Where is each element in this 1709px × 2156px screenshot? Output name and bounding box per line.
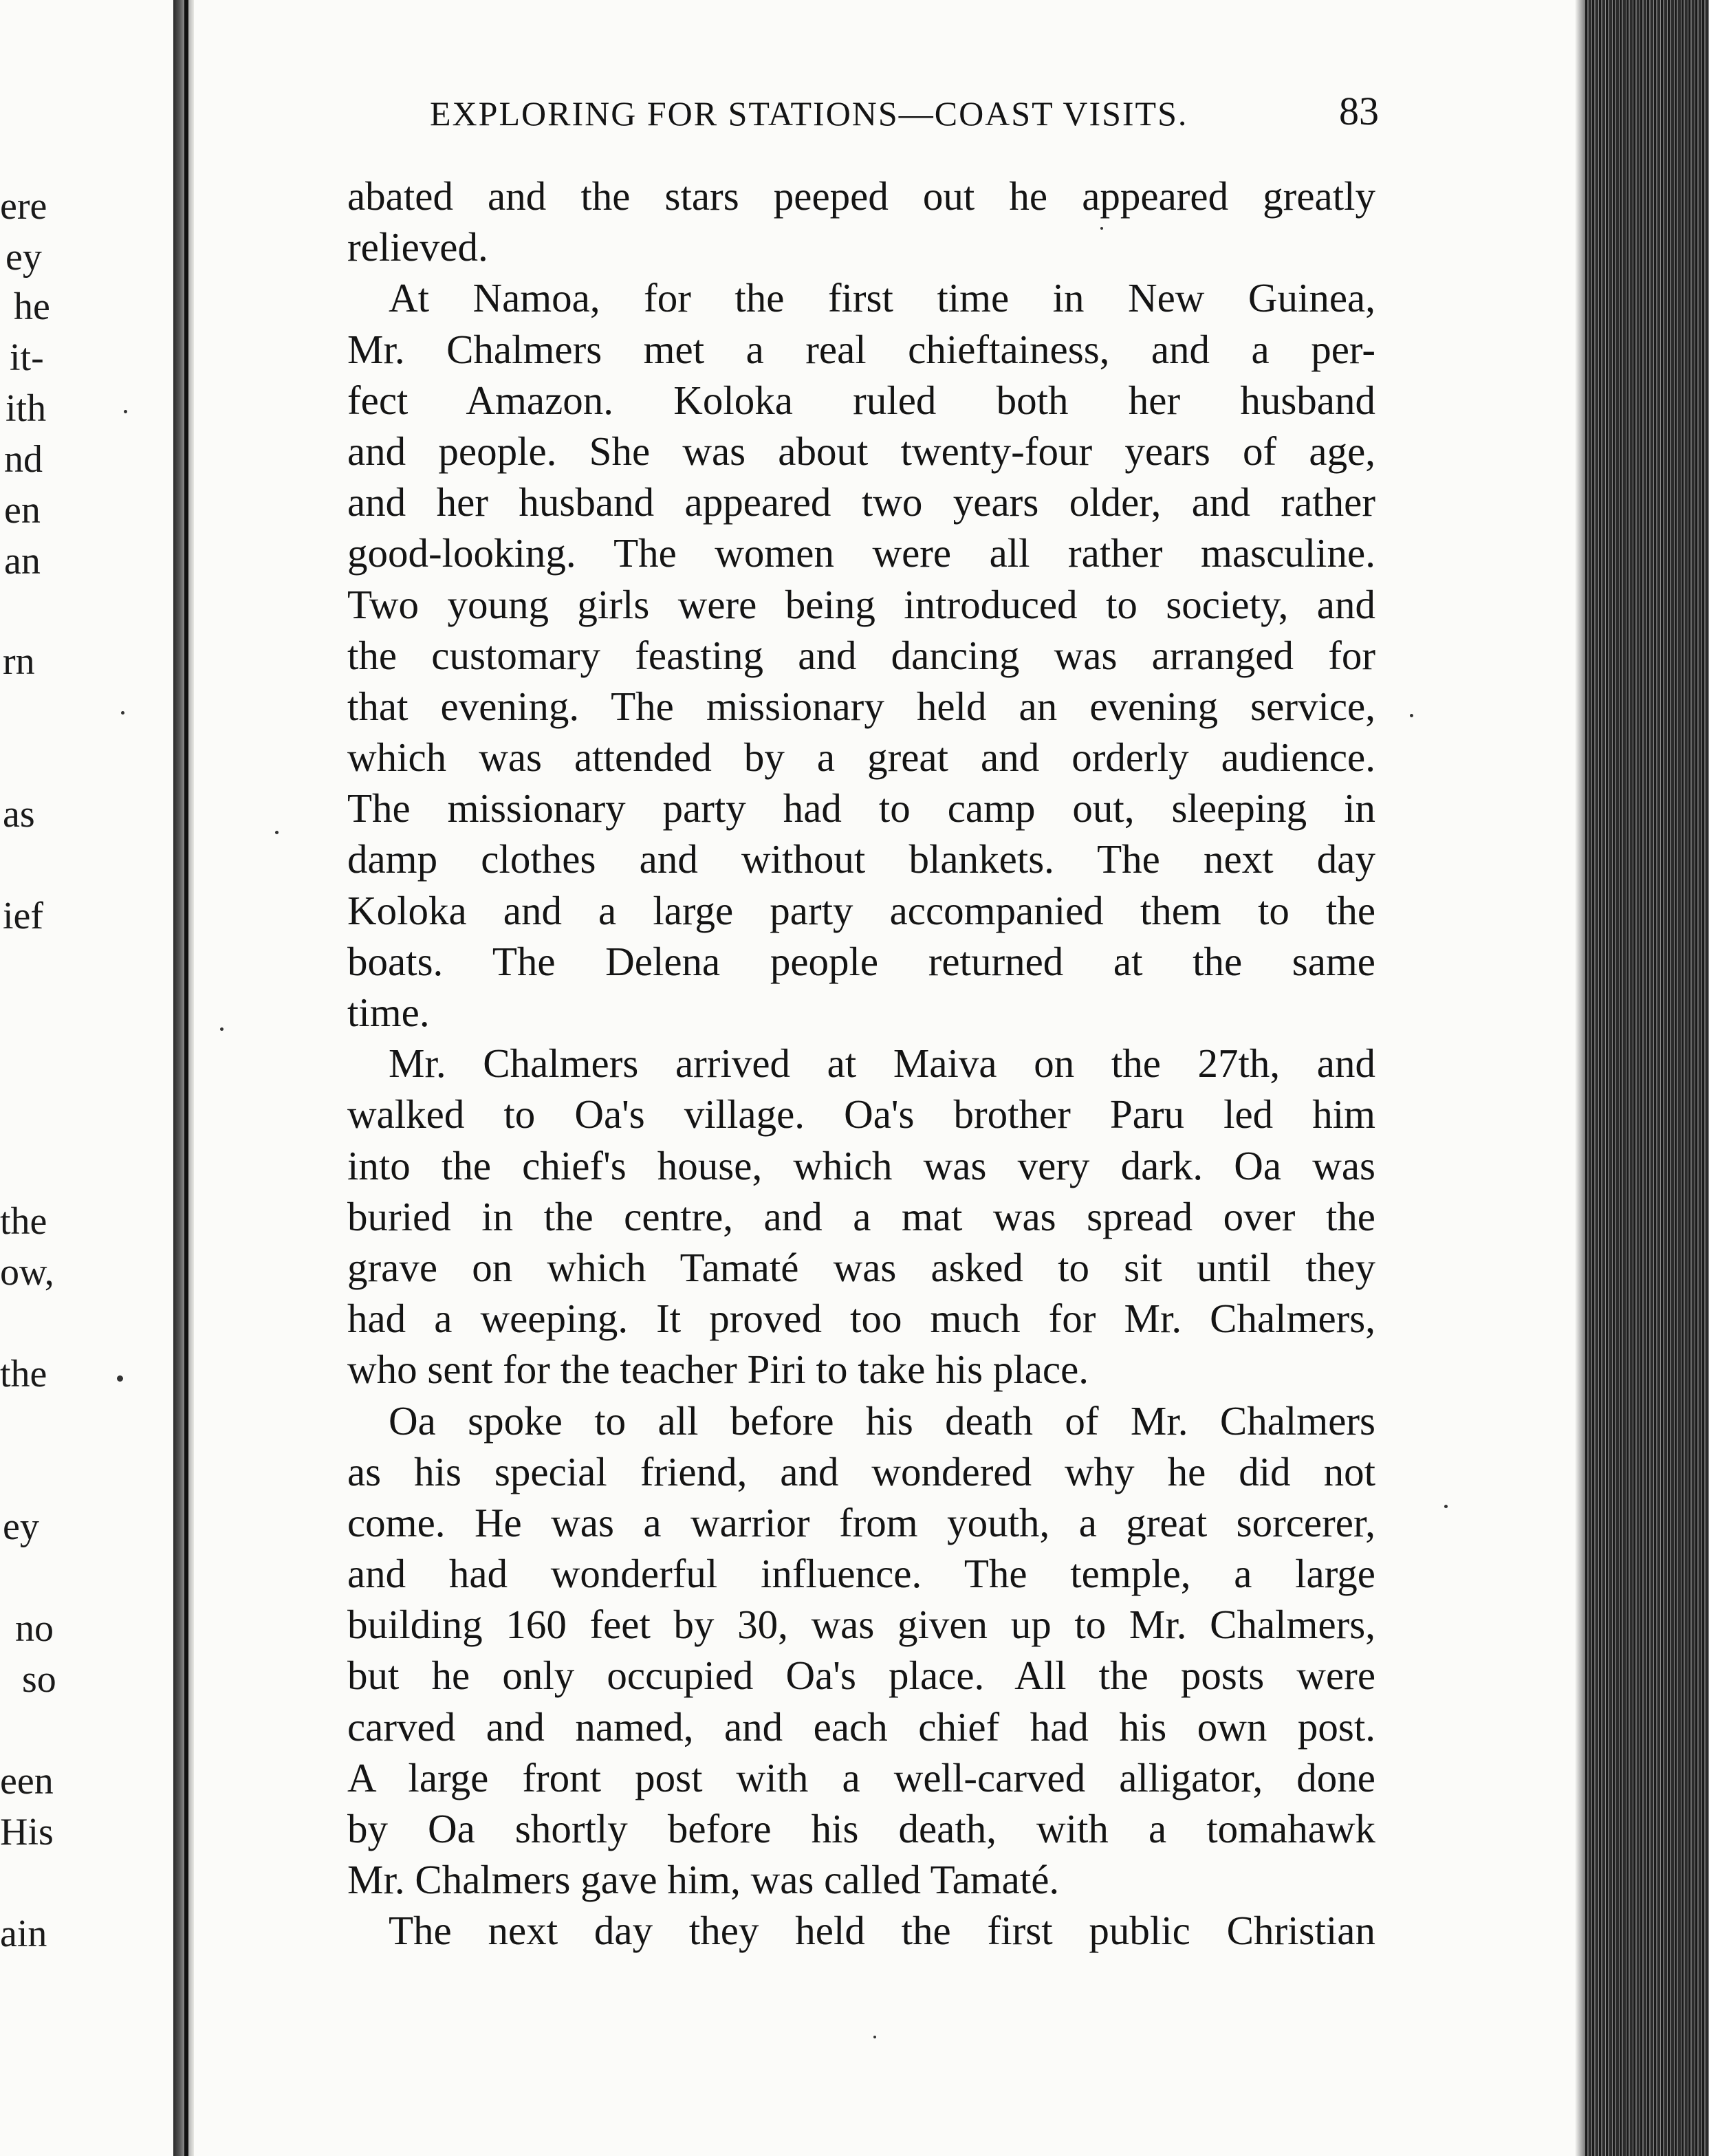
scan-speck <box>220 1027 224 1031</box>
left-fragment: it- <box>10 336 44 379</box>
text-line: carved and named, and each chief had his own post. <box>347 1703 1375 1750</box>
scan-speck <box>1100 227 1103 230</box>
left-fragment: ain <box>0 1913 47 1955</box>
text-line: the customary feasting and dancing was arranged for <box>347 632 1375 678</box>
text-line: had a weeping. It proved too much for Mr. Chalmers, <box>347 1296 1375 1342</box>
left-fragment: His <box>0 1811 54 1853</box>
left-fragment: the <box>0 1353 47 1395</box>
left-fragment: nd <box>4 438 43 481</box>
left-fragment: een <box>0 1760 54 1803</box>
left-fragment: ey <box>3 1505 39 1548</box>
scan-speck <box>275 831 279 834</box>
left-fragment: an <box>4 540 41 582</box>
text-line: time. <box>347 990 430 1035</box>
scan-speck <box>124 410 127 413</box>
left-fragment: en <box>4 489 41 532</box>
text-line: A large front post with a well-carved alligator, done <box>347 1754 1375 1800</box>
scan-speck <box>1410 714 1413 717</box>
text-line: into the chief's house, which was very dark. Oa was <box>347 1142 1375 1188</box>
text-line: by Oa shortly before his death, with a tomahawk <box>347 1806 1375 1851</box>
text-line: The next day they held the first public Christian <box>389 1908 1375 1954</box>
text-line: building 160 feet by 30, was given up to Mr. Chalmers, <box>347 1602 1375 1648</box>
left-fragment: ere <box>0 185 47 228</box>
left-fragment: he <box>14 285 50 328</box>
text-line: damp clothes and without blankets. The next day <box>347 836 1375 882</box>
text-line: Mr. Chalmers met a real chieftainess, and a per- <box>347 326 1375 372</box>
text-line: fect Amazon. Koloka ruled both her husband <box>347 377 1375 423</box>
text-line: that evening. The missionary held an evening service, <box>347 683 1375 729</box>
text-line: who sent for the teacher Piri to take his place. <box>347 1347 1089 1393</box>
text-line: abated and the stars peeped out he appeared greatly <box>347 173 1375 219</box>
text-line: but he only occupied Oa's place. All the posts were <box>347 1653 1375 1699</box>
left-fragment: ief <box>3 895 44 937</box>
scan-speck <box>1444 1505 1448 1508</box>
text-line: buried in the centre, and a mat was spread over the <box>347 1193 1375 1239</box>
text-line: which was attended by a great and orderly audience. <box>347 734 1375 781</box>
text-line: boats. The Delena people returned at the same <box>347 938 1375 984</box>
left-fragment: ey <box>6 236 42 279</box>
left-fragment: so <box>22 1658 56 1701</box>
binding-gutter <box>173 0 194 2156</box>
text-line: Oa spoke to all before his death of Mr. Chalmers <box>389 1397 1375 1444</box>
running-head <box>430 88 1379 143</box>
scan-speck <box>117 1375 123 1382</box>
left-fragment: no <box>15 1607 54 1650</box>
text-line: Mr. Chalmers gave him, was called Tamaté. <box>347 1857 1060 1903</box>
left-fragment: ow, <box>0 1251 54 1294</box>
left-fragment: the <box>0 1200 47 1243</box>
text-line: The missionary party had to camp out, sleeping in <box>347 785 1375 831</box>
text-line: and people. She was about twenty-four years of age, <box>347 428 1375 474</box>
text-line: At Namoa, for the first time in New Guinea, <box>389 275 1375 321</box>
left-fragment: rn <box>3 640 35 683</box>
text-line: and her husband appeared two years older, and rather <box>347 479 1375 525</box>
body-text <box>347 171 1375 1957</box>
text-line: Two young girls were being introduced to society, and <box>347 581 1375 627</box>
chapter-title: EXPLORING FOR STATIONS—COAST VISITS. <box>430 94 1188 133</box>
left-fragment: as <box>3 793 35 836</box>
text-line: come. He was a warrior from youth, a great sorcerer, <box>347 1499 1375 1545</box>
text-line: walked to Oa's village. Oa's brother Paru led him <box>347 1091 1375 1137</box>
text-line: as his special friend, and wondered why he did not <box>347 1448 1375 1494</box>
left-fragment: ith <box>6 387 47 430</box>
text-line: Mr. Chalmers arrived at Maiva on the 27th, and <box>389 1041 1375 1087</box>
binding-line <box>184 0 188 2156</box>
text-line: Koloka and a large party accompanied them to the <box>347 887 1375 933</box>
text-line: and had wonderful influence. The temple, a large <box>347 1551 1375 1597</box>
left-facing-page-edge <box>0 0 172 2156</box>
page-number: 83 <box>1339 89 1379 133</box>
text-line: relieved. <box>347 224 488 270</box>
scan-speck <box>873 2036 876 2038</box>
stacked-page-edges <box>1585 0 1709 2156</box>
text-line: good-looking. The women were all rather masculine. <box>347 530 1375 576</box>
scan-speck <box>121 711 124 715</box>
text-line: grave on which Tamaté was asked to sit until they <box>347 1244 1375 1290</box>
